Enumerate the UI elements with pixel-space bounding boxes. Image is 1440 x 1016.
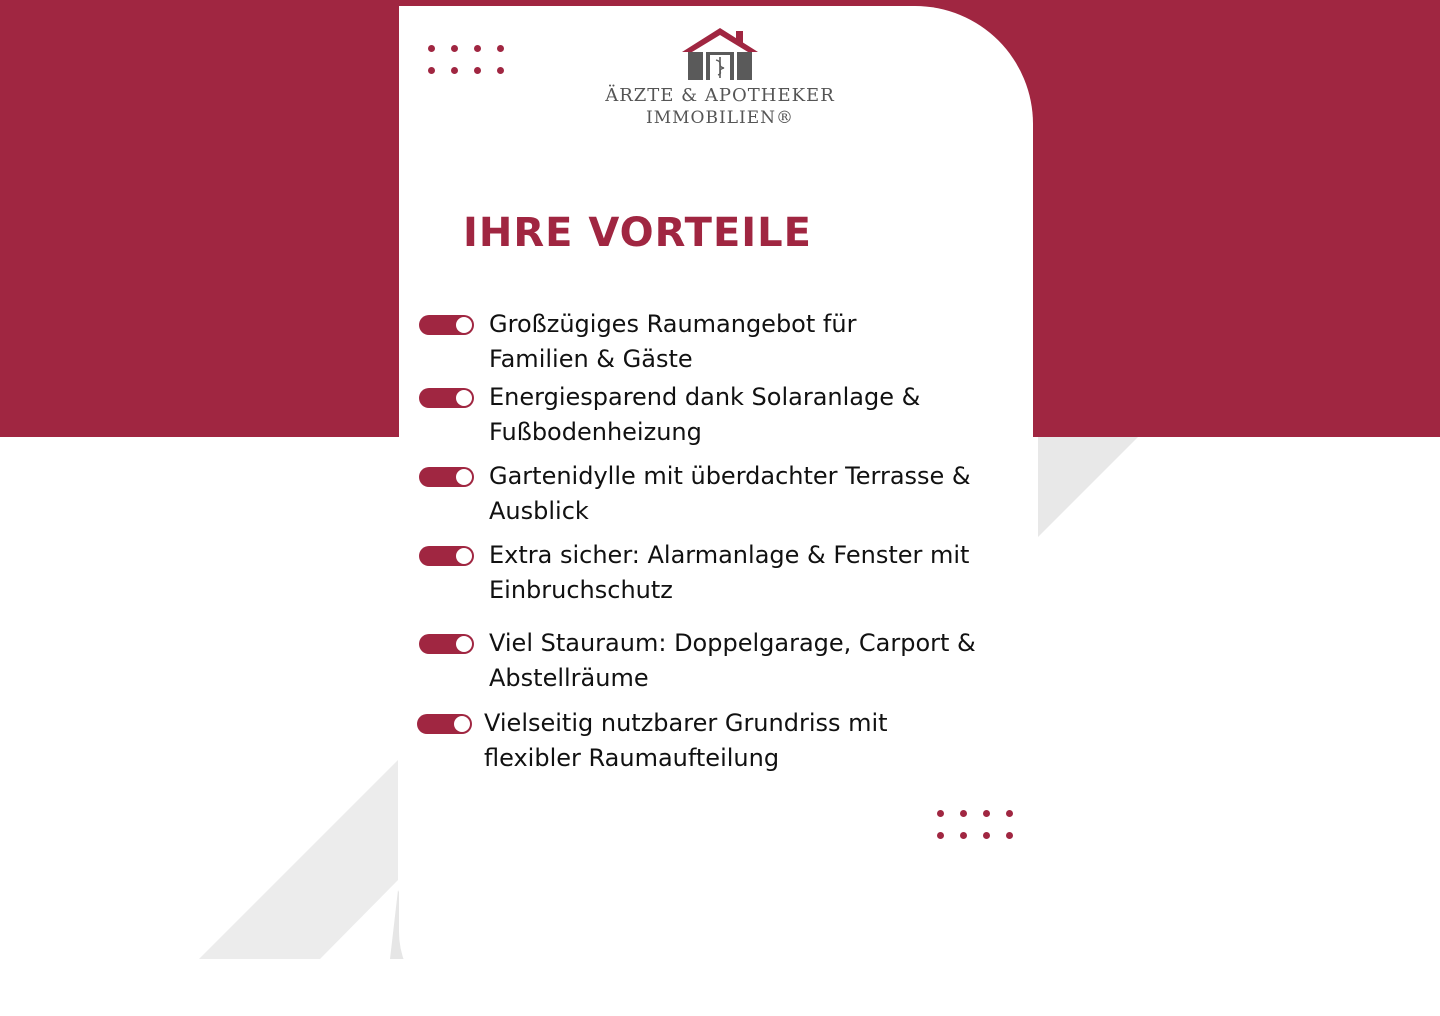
toggle-switch-icon (419, 546, 474, 566)
benefit-text: Großzügiges Raumangebot für Familien & Gäste (489, 310, 857, 373)
decorative-dots-top (428, 45, 504, 74)
brand-logo (600, 26, 840, 129)
benefit-text: Gartenidylle mit überdachter Terrasse & Ausblick (489, 462, 971, 525)
brand-name-line2: IMMOBILIEN® (646, 108, 794, 128)
benefit-text: Energiesparend dank Solaranlage & Fußbodenheizung (489, 383, 921, 446)
toggle-switch-icon (419, 315, 474, 335)
toggle-switch-icon (417, 714, 472, 734)
brand-name-line1: ÄRZTE & APOTHEKER (605, 85, 835, 106)
benefit-text: Vielseitig nutzbarer Grundriss mit flexibler Raumaufteilung (484, 709, 888, 772)
decorative-dots-bottom (937, 810, 1013, 839)
benefit-text: Extra sicher: Alarmanlage & Fenster mit Einbruchschutz (489, 541, 970, 604)
house-logo-icon (680, 26, 760, 82)
toggle-switch-icon (419, 388, 474, 408)
toggle-switch-icon (419, 467, 474, 487)
toggle-switch-icon (419, 634, 474, 654)
section-heading: IHRE VORTEILE (463, 210, 812, 256)
benefit-text: Viel Stauraum: Doppelgarage, Carport & Abstellräume (489, 629, 976, 692)
